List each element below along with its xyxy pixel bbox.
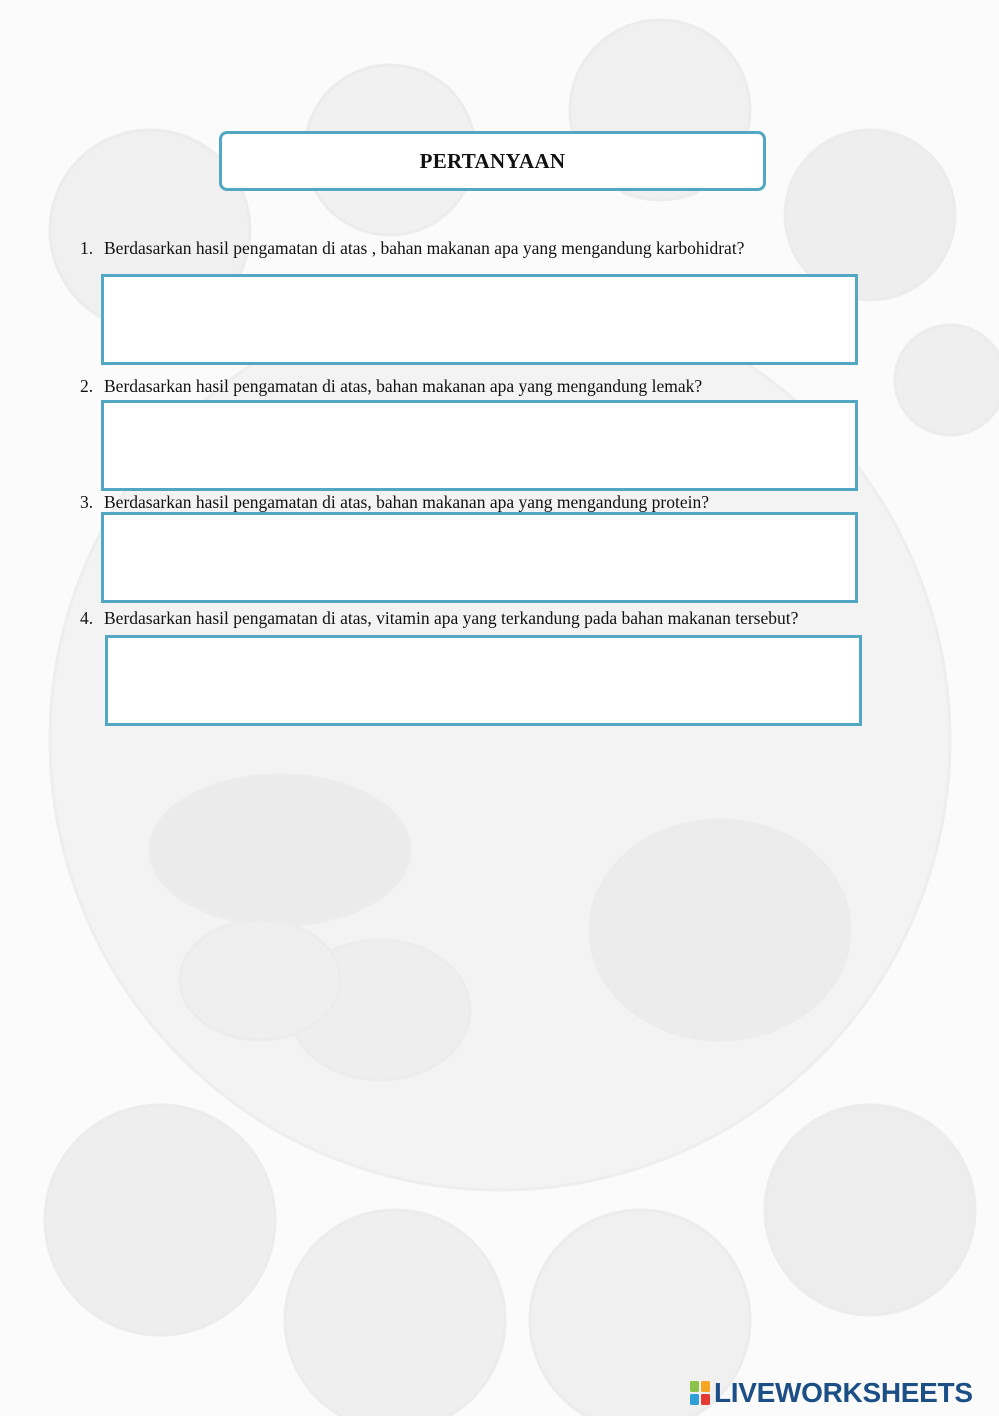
question-number: 2. [80, 376, 94, 396]
liveworksheets-brand [690, 1377, 973, 1409]
question-text: Berdasarkan hasil pengamatan di atas , bahan makanan apa yang mengandung karbohidrat? [104, 238, 745, 258]
question-number: 1. [80, 238, 94, 258]
question-text: Berdasarkan hasil pengamatan di atas, bahan makanan apa yang mengandung protein? [104, 492, 709, 512]
question-3 [80, 494, 709, 512]
answer-box-4[interactable] [105, 635, 862, 726]
question-number: 3. [80, 492, 94, 512]
answer-input-3[interactable] [104, 515, 855, 600]
answer-input-1[interactable] [104, 277, 855, 362]
title-box [219, 131, 766, 191]
page-title: PERTANYAAN [419, 148, 566, 173]
answer-box-1[interactable] [101, 274, 858, 365]
answer-input-4[interactable] [108, 638, 859, 723]
question-text: Berdasarkan hasil pengamatan di atas, vitamin apa yang terkandung pada bahan makanan tersebut? [104, 608, 799, 628]
question-2 [80, 378, 702, 396]
liveworksheets-logo-icon [690, 1381, 710, 1405]
question-1 [80, 240, 744, 258]
brand-name: LIVEWORKSHEETS [714, 1377, 973, 1408]
question-number: 4. [80, 608, 94, 628]
question-text: Berdasarkan hasil pengamatan di atas, bahan makanan apa yang mengandung lemak? [104, 376, 703, 396]
answer-input-2[interactable] [104, 403, 855, 488]
question-4 [80, 610, 798, 628]
answer-box-2[interactable] [101, 400, 858, 491]
answer-box-3[interactable] [101, 512, 858, 603]
